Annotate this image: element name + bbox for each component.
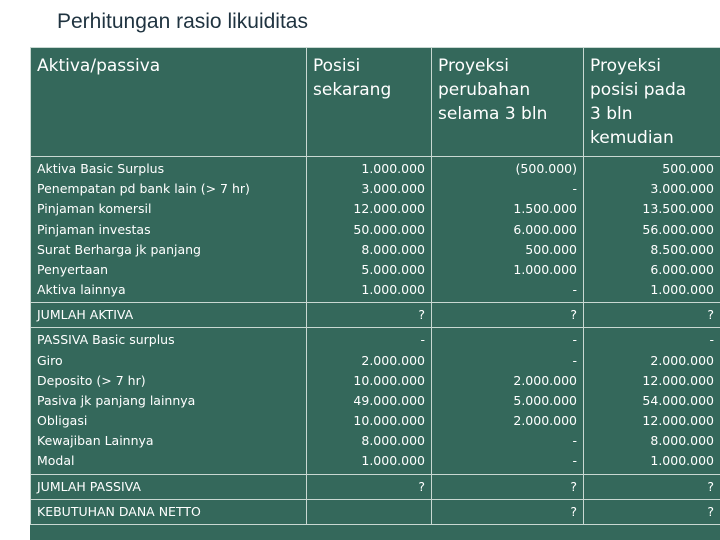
- aktiva-label: Aktiva lainnya: [37, 282, 126, 298]
- cell-value: -: [572, 332, 577, 348]
- passiva-label: PASSIVA Basic surplus: [37, 332, 175, 348]
- passiva-label: Giro: [37, 352, 63, 368]
- cell-value: 1.000.000: [361, 453, 425, 469]
- cell-value: 6.000.000: [513, 221, 577, 237]
- header-proyeksi-posisi: [584, 48, 720, 157]
- passiva-posisi-values: [307, 328, 432, 474]
- cell-value: 8.000.000: [650, 433, 714, 449]
- header-aktiva-passiva: [31, 48, 307, 157]
- cell-value: 12.000.000: [642, 372, 714, 388]
- cell-value: 1.000.000: [361, 161, 425, 176]
- cell-value: 3.000.000: [361, 181, 425, 197]
- jumlah-passiva-label: JUMLAH PASSIVA: [31, 474, 307, 499]
- aktiva-label: Surat Berharga jk panjang: [37, 241, 201, 257]
- header-text: Proyeksi: [590, 56, 661, 76]
- cell-value: ?: [432, 303, 584, 328]
- passiva-label: Deposito (> 7 hr): [37, 372, 146, 388]
- cell-value: [307, 499, 432, 524]
- cell-value: -: [572, 181, 577, 197]
- cell-value: 49.000.000: [353, 392, 425, 408]
- cell-value: 5.000.000: [513, 392, 577, 408]
- header-text: Posisi: [313, 56, 361, 76]
- cell-value: 1.000.000: [650, 282, 714, 298]
- cell-value: ?: [307, 303, 432, 328]
- passiva-perubahan-values: [432, 328, 584, 474]
- cell-value: ?: [584, 303, 720, 328]
- cell-value: -: [572, 453, 577, 469]
- cell-value: -: [709, 332, 714, 348]
- cell-value: (500.000): [515, 161, 577, 176]
- cell-value: 12.000.000: [642, 413, 714, 429]
- aktiva-perubahan-values: [432, 157, 584, 303]
- cell-value: 1.000.000: [650, 453, 714, 469]
- kebutuhan-dana-row: [31, 499, 720, 524]
- kebutuhan-dana-label: KEBUTUHAN DANA NETTO: [31, 499, 307, 524]
- cell-value: 2.000.000: [513, 372, 577, 388]
- aktiva-posisi-values: [307, 157, 432, 303]
- cell-value: 54.000.000: [642, 392, 714, 408]
- aktiva-label: Penyertaan: [37, 261, 109, 277]
- cell-value: ?: [432, 474, 584, 499]
- cell-value: 500.000: [662, 161, 714, 176]
- cell-value: 6.000.000: [650, 261, 714, 277]
- header-text: Aktiva/passiva: [37, 56, 161, 76]
- jumlah-aktiva-label: JUMLAH AKTIVA: [31, 303, 307, 328]
- jumlah-aktiva-row: [31, 303, 720, 328]
- cell-value: -: [572, 433, 577, 449]
- cell-value: 8.500.000: [650, 241, 714, 257]
- passiva-label: Kewajiban Lainnya: [37, 433, 154, 449]
- cell-value: -: [572, 352, 577, 368]
- aktiva-proyeksi-values: [584, 157, 720, 303]
- cell-value: 500.000: [525, 241, 577, 257]
- passiva-label: Obligasi: [37, 413, 88, 429]
- aktiva-label: Aktiva Basic Surplus: [37, 161, 165, 176]
- cell-value: 12.000.000: [353, 201, 425, 217]
- aktiva-label: Pinjaman investas: [37, 221, 151, 237]
- cell-value: 1.000.000: [361, 282, 425, 298]
- jumlah-passiva-row: [31, 474, 720, 499]
- cell-value: 13.500.000: [642, 201, 714, 217]
- cell-value: 5.000.000: [361, 261, 425, 277]
- passiva-group-row: [31, 328, 720, 474]
- cell-value: 56.000.000: [642, 221, 714, 237]
- header-text: posisi pada: [590, 80, 687, 100]
- liquidity-table-panel: [30, 47, 720, 540]
- cell-value: 50.000.000: [353, 221, 425, 237]
- cell-value: ?: [432, 499, 584, 524]
- page-title: Perhitungan rasio likuiditas: [57, 10, 308, 33]
- aktiva-group-row: [31, 157, 720, 303]
- cell-value: 1.500.000: [513, 201, 577, 217]
- cell-value: 8.000.000: [361, 433, 425, 449]
- aktiva-labels: [31, 157, 307, 303]
- header-text: sekarang: [313, 80, 392, 100]
- cell-value: -: [572, 282, 577, 298]
- header-text: perubahan: [438, 80, 531, 100]
- passiva-labels: [31, 328, 307, 474]
- header-text: kemudian: [590, 128, 674, 148]
- passiva-label: Pasiva jk panjang lainnya: [37, 392, 196, 408]
- header-text: 3 bln: [590, 104, 633, 124]
- header-text: selama 3 bln: [438, 104, 548, 124]
- cell-value: ?: [584, 499, 720, 524]
- cell-value: 10.000.000: [353, 372, 425, 388]
- liquidity-table: [30, 47, 720, 525]
- passiva-label: Modal: [37, 453, 75, 469]
- header-text: Proyeksi: [438, 56, 509, 76]
- cell-value: 1.000.000: [513, 261, 577, 277]
- cell-value: 2.000.000: [361, 352, 425, 368]
- aktiva-label: Pinjaman komersil: [37, 201, 152, 217]
- header-posisi-sekarang: [307, 48, 432, 157]
- header-row: [31, 48, 720, 157]
- cell-value: 10.000.000: [353, 413, 425, 429]
- cell-value: 3.000.000: [650, 181, 714, 197]
- cell-value: 2.000.000: [650, 352, 714, 368]
- cell-value: 8.000.000: [361, 241, 425, 257]
- passiva-proyeksi-values: [584, 328, 720, 474]
- header-proyeksi-perubahan: [432, 48, 584, 157]
- aktiva-label: Penempatan pd bank lain (> 7 hr): [37, 181, 250, 197]
- cell-value: -: [420, 332, 425, 348]
- cell-value: ?: [584, 474, 720, 499]
- cell-value: 2.000.000: [513, 413, 577, 429]
- cell-value: ?: [307, 474, 432, 499]
